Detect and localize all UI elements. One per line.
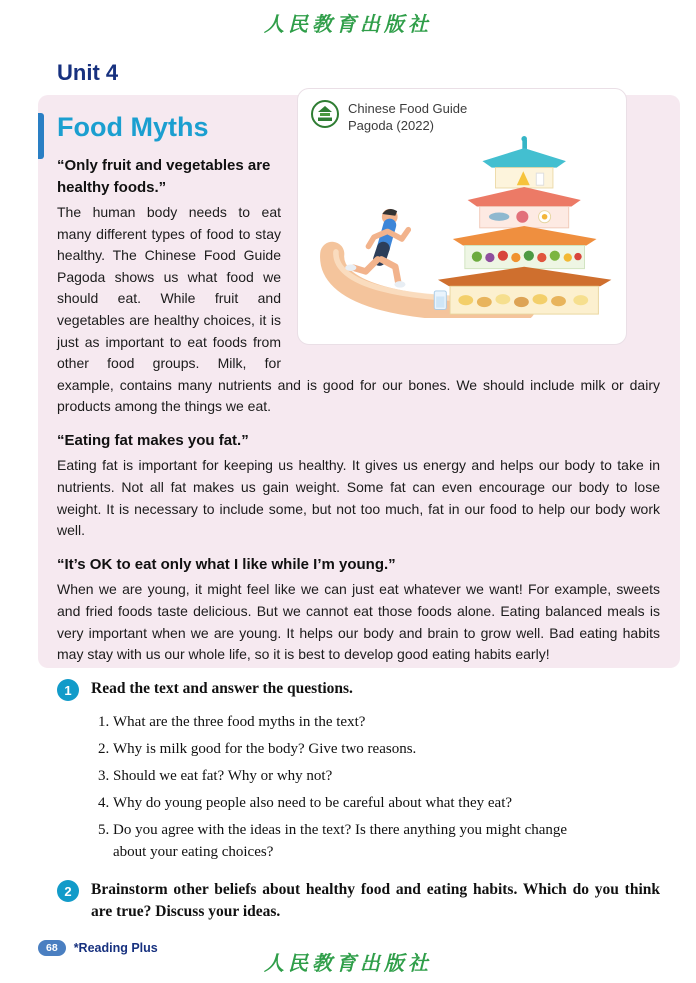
figure-header bbox=[310, 99, 614, 134]
myth-body-1: The human body needs to eat many different types of food to stay healthy. The Chinese Food Guide Pagoda shows us what food we should eat. While fruit and vegetables are healthy choices, it is just as important to eat foods from other food groups. Milk, for example, contains many nutrients and is good for our bones. We should include milk or dairy products among the things we eat. bbox=[57, 204, 660, 415]
exercise-1-number-badge: 1 bbox=[57, 679, 79, 701]
figure-caption bbox=[348, 100, 467, 134]
food-guide-logo-icon bbox=[310, 99, 340, 134]
exercise-2-number-badge: 2 bbox=[57, 880, 79, 902]
myth-body-3: When we are young, it might feel like we can just eat whatever we want! For example, sweets and fried foods taste delicious. But we cannot eat those foods alone. Eating balanced meals is very important when we are young. It helps our body and brain to grow well. Bad eating habits may stay with us our whole life, so it is best to develop good eating habits early! bbox=[57, 581, 660, 663]
exercise-2-instruction: Brainstorm other beliefs about healthy food and eating habits. Which do you think are true? Discuss your ideas. bbox=[91, 881, 660, 920]
question-item-3: 3. Should we eat fat? Why or why not? bbox=[113, 765, 583, 787]
reading-plus-note: *Reading Plus bbox=[73, 941, 158, 955]
article-content bbox=[38, 95, 680, 666]
exercise-1 bbox=[57, 678, 660, 701]
exercise-1-instruction: Read the text and answer the questions. bbox=[91, 680, 353, 697]
question-item-5: 5. Do you agree with the ideas in the text? Is there anything you might change about your eating choices? bbox=[113, 819, 583, 863]
exercises-section bbox=[57, 678, 660, 923]
article-title: Food Myths bbox=[57, 112, 209, 142]
article-section-3 bbox=[57, 554, 660, 666]
publisher-logo-top: 人民教育出版社 bbox=[264, 12, 432, 36]
figure-caption-line2: Pagoda (2022) bbox=[348, 117, 435, 133]
question-item-2: 2. Why is milk good for the body? Give two reasons. bbox=[113, 738, 583, 760]
question-item-1: 1. What are the three food myths in the text? bbox=[113, 711, 583, 733]
myth-heading-1: “Only fruit and vegetables are healthy foods.” bbox=[57, 157, 271, 196]
unit-heading: Unit 4 bbox=[57, 60, 119, 85]
figure-caption-line1: Chinese Food Guide bbox=[348, 100, 468, 116]
accent-bar bbox=[38, 113, 44, 159]
exercise-2 bbox=[57, 879, 660, 923]
food-pagoda-illustration bbox=[310, 134, 614, 323]
myth-heading-2: “Eating fat makes you fat.” bbox=[57, 431, 249, 449]
food-pagoda-figure bbox=[297, 88, 627, 345]
question-list bbox=[91, 711, 583, 863]
publisher-logo-bottom: 人民教育出版社 bbox=[264, 951, 432, 975]
myth-heading-3: “It’s OK to eat only what I like while I’m young.” bbox=[57, 555, 396, 573]
article-section-2 bbox=[57, 430, 660, 542]
article-panel bbox=[38, 95, 680, 668]
question-item-4: 4. Why do young people also need to be careful about what they eat? bbox=[113, 792, 583, 814]
myth-body-2: Eating fat is important for keeping us healthy. It gives us energy and helps our body to take in nutrients. Not all fat makes us gain weight. Some fat can even encourage our body to lose weight. It is necessary to include some, but not too much, fat in our food to help our body work well. bbox=[57, 457, 660, 539]
page-number-badge: 68 bbox=[38, 940, 66, 956]
